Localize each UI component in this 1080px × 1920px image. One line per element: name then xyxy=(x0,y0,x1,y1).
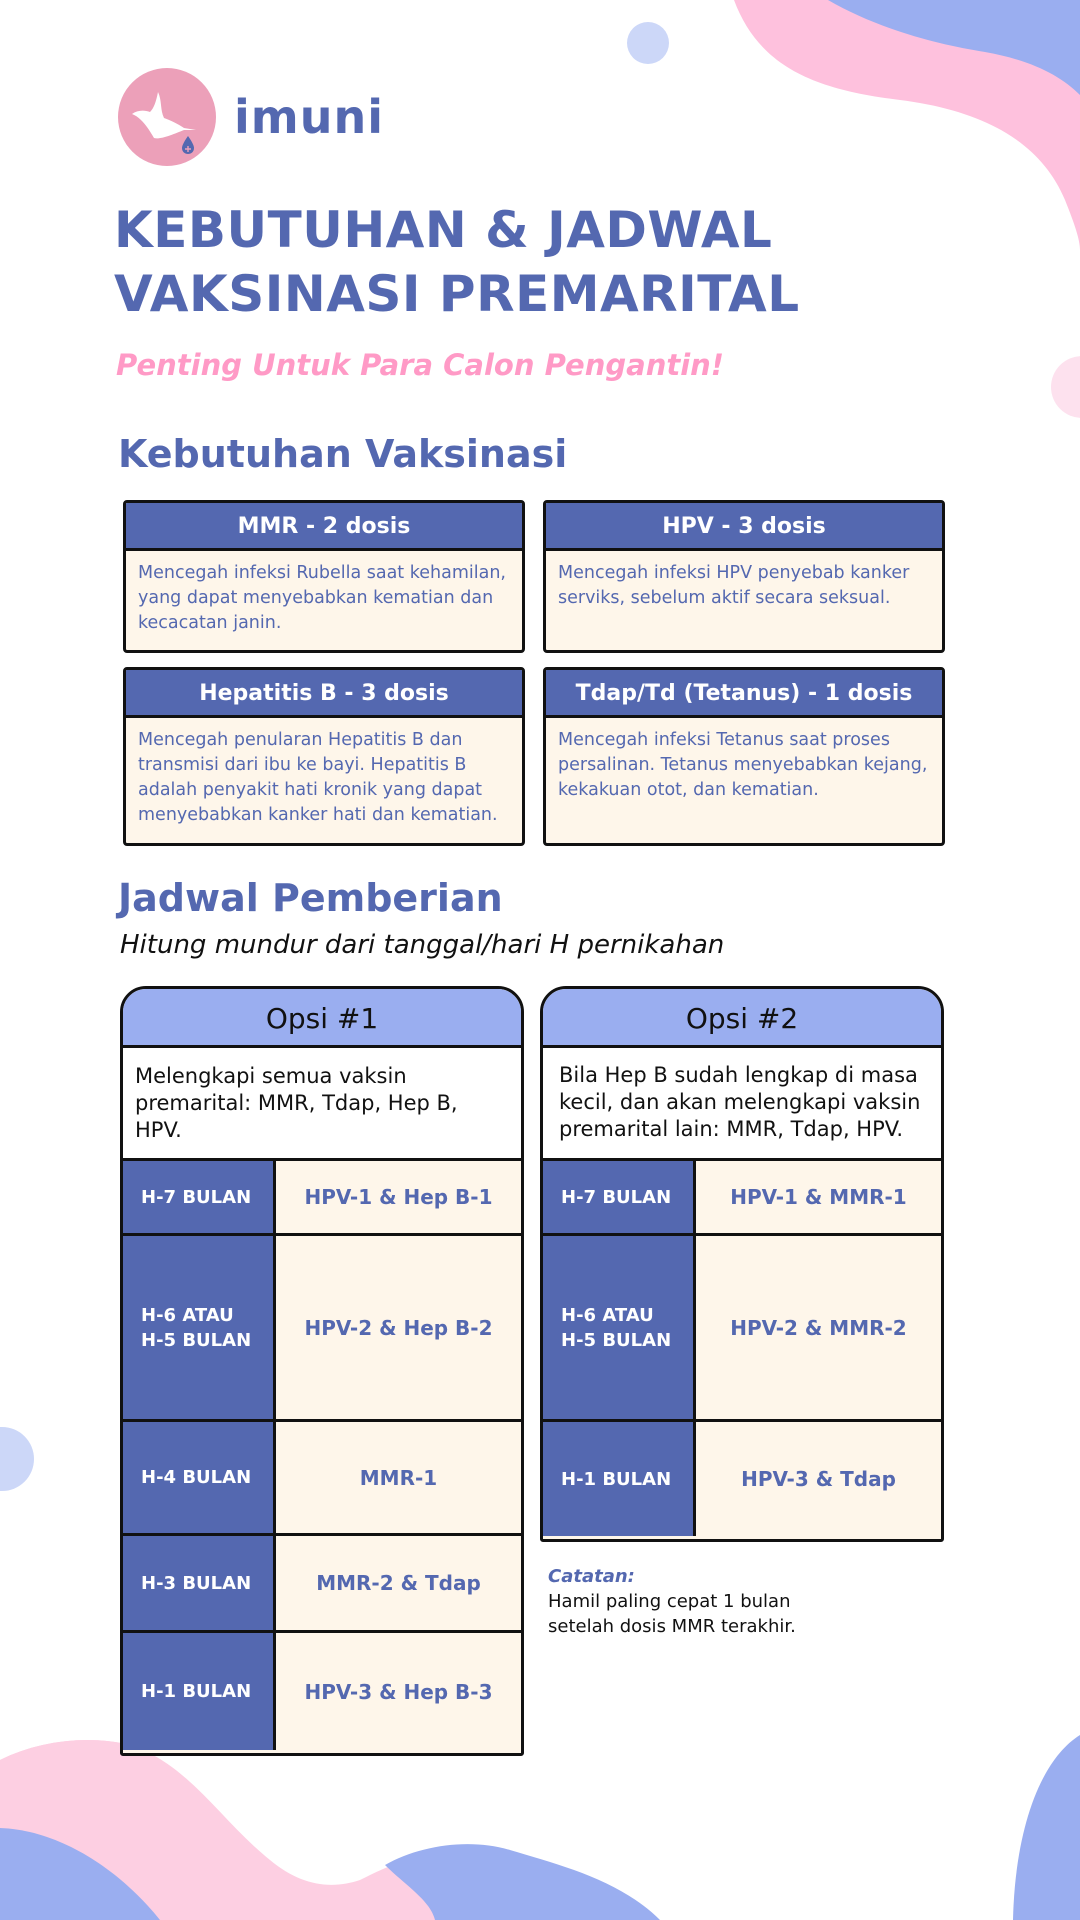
schedule-subheading: Hitung mundur dari tanggal/hari H pernikahan xyxy=(120,930,725,960)
page-title xyxy=(114,198,800,326)
schedule-row xyxy=(543,1161,941,1236)
schedule-vaccines: HPV-2 & Hep B-2 xyxy=(276,1236,521,1419)
vaccine-card-hepatitis-b xyxy=(123,667,525,846)
option-description: Melengkapi semua vaksin premarital: MMR, Tdap, Hep B, HPV. xyxy=(123,1048,521,1161)
needs-heading: Kebutuhan Vaksinasi xyxy=(118,432,568,476)
brand-logo xyxy=(118,68,384,166)
vaccine-card-title: MMR - 2 dosis xyxy=(126,503,522,551)
schedule-row xyxy=(123,1536,521,1633)
schedule-time: H-3 BULAN xyxy=(123,1536,276,1630)
schedule-row xyxy=(543,1422,941,1536)
schedule-vaccines: HPV-1 & Hep B-1 xyxy=(276,1161,521,1233)
vaccine-card-title: HPV - 3 dosis xyxy=(546,503,942,551)
schedule-vaccines: HPV-2 & MMR-2 xyxy=(696,1236,941,1419)
vaccine-card-hpv xyxy=(543,500,945,653)
schedule-vaccines: HPV-3 & Hep B-3 xyxy=(276,1633,521,1750)
schedule-vaccines: HPV-1 & MMR-1 xyxy=(696,1161,941,1233)
schedule-time: H-7 BULAN xyxy=(543,1161,696,1233)
note-text-line-2: setelah dosis MMR terakhir. xyxy=(548,1616,796,1637)
vaccine-card-mmr xyxy=(123,500,525,653)
schedule-vaccines: MMR-2 & Tdap xyxy=(276,1536,521,1630)
schedule-row xyxy=(123,1236,521,1422)
schedule-row xyxy=(123,1633,521,1750)
schedule-vaccines: HPV-3 & Tdap xyxy=(696,1422,941,1536)
page-subtitle: Penting Untuk Para Calon Pengantin! xyxy=(116,348,725,382)
vaccine-card-text: Mencegah infeksi Tetanus saat proses persalinan. Tetanus menyebabkan kejang, kekakuan otot, dan kematian. xyxy=(558,730,928,800)
brand-name: imuni xyxy=(234,90,384,144)
vaccine-card-title: Tdap/Td (Tetanus) - 1 dosis xyxy=(546,670,942,718)
page-title-line-2: VAKSINASI PREMARITAL xyxy=(114,265,800,323)
schedule-time: H-6 ATAU H-5 BULAN xyxy=(543,1236,696,1419)
schedule-time: H-6 ATAU H-5 BULAN xyxy=(123,1236,276,1419)
schedule-note xyxy=(548,1566,796,1639)
note-label: Catatan: xyxy=(548,1566,635,1587)
schedule-vaccines: MMR-1 xyxy=(276,1422,521,1533)
schedule-time: H-4 BULAN xyxy=(123,1422,276,1533)
schedule-option-1 xyxy=(120,986,524,1756)
schedule-row xyxy=(543,1236,941,1422)
vaccine-card-text: Mencegah infeksi Rubella saat kehamilan, yang dapat menyebabkan kematian dan kecacatan janin. xyxy=(138,563,506,633)
schedule-heading: Jadwal Pemberian xyxy=(118,876,503,920)
vaccine-card-title: Hepatitis B - 3 dosis xyxy=(126,670,522,718)
stork-with-drop-icon xyxy=(118,68,216,166)
schedule-option-2 xyxy=(540,986,944,1542)
schedule-time: H-1 BULAN xyxy=(123,1633,276,1750)
schedule-time: H-7 BULAN xyxy=(123,1161,276,1233)
schedule-row xyxy=(123,1161,521,1236)
schedule-time: H-1 BULAN xyxy=(543,1422,696,1536)
vaccine-card-tdap xyxy=(543,667,945,846)
option-title: Opsi #1 xyxy=(123,989,521,1048)
vaccine-card-text: Mencegah infeksi HPV penyebab kanker serviks, sebelum aktif secara seksual. xyxy=(558,563,910,608)
page-title-line-1: KEBUTUHAN & JADWAL xyxy=(114,201,773,259)
option-title: Opsi #2 xyxy=(543,989,941,1048)
schedule-row xyxy=(123,1422,521,1536)
vaccine-card-text: Mencegah penularan Hepatitis B dan transmisi dari ibu ke bayi. Hepatitis B adalah penyakit hati kronik yang dapat menyebabkan kanker hati dan kematian. xyxy=(138,730,498,825)
option-description: Bila Hep B sudah lengkap di masa kecil, dan akan melengkapi vaksin premarital lain: MMR, Tdap, HPV. xyxy=(543,1048,941,1161)
note-text-line-1: Hamil paling cepat 1 bulan xyxy=(548,1591,791,1612)
